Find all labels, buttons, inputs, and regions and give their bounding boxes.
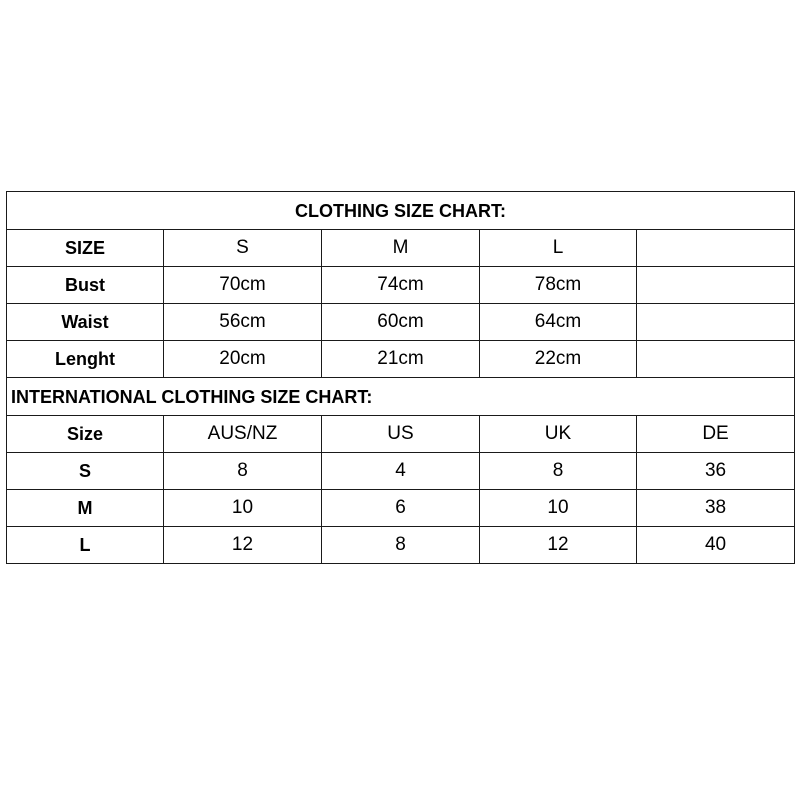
row-label-m: M [7,490,164,527]
header-cell-l: L [480,230,637,267]
header-cell-us: US [322,416,480,453]
table-cell: 40 [637,527,795,564]
table-cell: 38 [637,490,795,527]
header-cell-size: SIZE [7,230,164,267]
table-row [7,527,795,564]
table-cell: 4 [322,453,480,490]
table-cell: 36 [637,453,795,490]
table-cell: 74cm [322,267,480,304]
table-cell: 8 [480,453,637,490]
table-cell: 12 [480,527,637,564]
size-chart-table [6,191,795,564]
table-cell: 56cm [164,304,322,341]
table-cell [637,341,795,378]
table-row [7,490,795,527]
clothing-chart-title-row [7,192,795,230]
table-cell: 60cm [322,304,480,341]
header-cell-uk: UK [480,416,637,453]
table-cell [637,267,795,304]
clothing-chart-header-row [7,230,795,267]
header-cell-s: S [164,230,322,267]
row-label-bust: Bust [7,267,164,304]
table-cell: 12 [164,527,322,564]
table-cell: 10 [164,490,322,527]
header-cell-empty [637,230,795,267]
table-cell: 70cm [164,267,322,304]
header-cell-aus-nz: AUS/NZ [164,416,322,453]
table-cell: 8 [164,453,322,490]
table-cell: 8 [322,527,480,564]
header-cell-de: DE [637,416,795,453]
table-cell: 78cm [480,267,637,304]
table-cell: 64cm [480,304,637,341]
international-chart-header-row [7,416,795,453]
international-chart-title: INTERNATIONAL CLOTHING SIZE CHART: [7,378,795,416]
header-cell-m: M [322,230,480,267]
clothing-chart-title: CLOTHING SIZE CHART: [7,192,795,230]
table-cell: 6 [322,490,480,527]
international-chart-title-row [7,378,795,416]
table-row [7,453,795,490]
header-cell-size: Size [7,416,164,453]
table-cell: 22cm [480,341,637,378]
table-row [7,341,795,378]
row-label-l: L [7,527,164,564]
table-cell: 10 [480,490,637,527]
table-cell: 20cm [164,341,322,378]
table-cell: 21cm [322,341,480,378]
row-label-length: Lenght [7,341,164,378]
table-cell [637,304,795,341]
table-row [7,304,795,341]
row-label-waist: Waist [7,304,164,341]
table-row [7,267,795,304]
row-label-s: S [7,453,164,490]
